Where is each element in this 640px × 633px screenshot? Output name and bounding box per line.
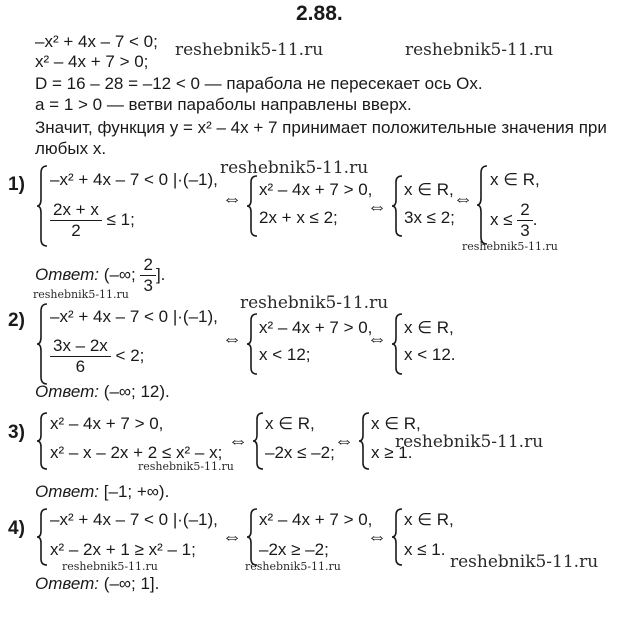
part-2-sys1-row1: –x² + 4x – 7 < 0 |·(–1), xyxy=(50,307,218,326)
part-1-label: 1) xyxy=(8,174,25,195)
part-4-answer: Ответ: (–∞; 1]. xyxy=(35,574,160,593)
brace xyxy=(358,412,370,470)
part-4-label: 4) xyxy=(8,518,25,539)
equiv-arrow: ⇔ xyxy=(222,188,242,210)
part-1-sys1-row1: –x² + 4x – 7 < 0 |·(–1), xyxy=(50,170,218,189)
brace xyxy=(246,313,258,375)
part-4-sys2-row1: x² – 4x + 7 > 0, xyxy=(259,510,373,529)
part-3-label: 3) xyxy=(8,422,25,443)
watermark: reshebnik5-11.ru xyxy=(240,293,389,313)
watermark: reshebnik5-11.ru xyxy=(462,240,558,253)
fraction: $\frac{2}{3}$ xyxy=(140,255,155,296)
brace xyxy=(391,508,403,566)
part-4-sys3-row1: x ∈ R, xyxy=(404,510,454,529)
problem-number: 2.88. xyxy=(296,2,343,25)
fraction: $\frac{2}{3}$ xyxy=(517,200,532,241)
part-3-sys1-row2: x² – x – 2x + 2 ≤ x² – x; xyxy=(50,443,223,462)
brace xyxy=(36,165,48,247)
part-2-answer: Ответ: (–∞; 12). xyxy=(35,382,170,401)
part-1-sys1-row2: $\frac{2x + x}{2}$ ≤ 1; xyxy=(50,200,135,241)
intro-line-3: D = 16 – 28 = –12 < 0 — парабола не пересекает ось Ox. xyxy=(35,74,483,93)
part-2-sys2-row1: x² – 4x + 7 > 0, xyxy=(259,318,373,337)
equiv-arrow: ⇔ xyxy=(367,526,387,548)
equiv-arrow: ⇔ xyxy=(222,328,242,350)
brace xyxy=(36,412,48,470)
intro-line-1: –x² + 4x – 7 < 0; xyxy=(35,32,158,51)
brace xyxy=(476,165,488,245)
watermark: reshebnik5-11.ru xyxy=(450,552,599,572)
part-2-sys3-row1: x ∈ R, xyxy=(404,318,454,337)
intro-line-2: x² – 4x + 7 > 0; xyxy=(35,52,149,71)
part-4-sys2-row2: –2x ≥ –2; xyxy=(259,540,329,559)
watermark: reshebnik5-11.ru xyxy=(62,560,158,573)
brace xyxy=(391,313,403,375)
part-2-sys3-row2: x < 12. xyxy=(404,345,456,364)
part-1-sys3-row1: x ∈ R, xyxy=(404,180,454,199)
brace xyxy=(252,412,264,470)
watermark: reshebnik5-11.ru xyxy=(33,288,129,301)
brace xyxy=(36,508,48,566)
watermark: reshebnik5-11.ru xyxy=(138,460,234,473)
part-1-answer: Ответ: (–∞; $\frac{2}{3}$ ]. xyxy=(35,255,166,295)
watermark: reshebnik5-11.ru xyxy=(245,560,341,573)
equiv-arrow: ⇔ xyxy=(453,188,473,210)
part-2-sys2-row2: x < 12; xyxy=(259,345,311,364)
part-3-sys2-row1: x ∈ R, xyxy=(265,414,315,433)
equiv-arrow: ⇔ xyxy=(334,430,354,452)
watermark: reshebnik5-11.ru xyxy=(405,40,554,60)
part-3-sys2-row2: –2x ≤ –2; xyxy=(265,443,335,462)
part-3-answer: Ответ: [–1; +∞). xyxy=(35,482,170,501)
equiv-arrow: ⇔ xyxy=(222,526,242,548)
fraction: $\frac{2x + x}{2}$ xyxy=(50,200,102,241)
brace xyxy=(246,175,258,237)
part-3-sys3-row2: x ≥ 1. xyxy=(371,443,413,462)
part-2-label: 2) xyxy=(8,310,25,331)
fraction: $\frac{3x - 2x}{6}$ xyxy=(50,336,111,377)
part-4-sys1-row1: –x² + 4x – 7 < 0 |·(–1), xyxy=(50,510,218,529)
part-1-sys4-row2: x ≤ $\frac{2}{3}$ . xyxy=(490,200,538,240)
intro-line-6: любых x. xyxy=(35,139,107,158)
watermark: reshebnik5-11.ru xyxy=(220,158,369,178)
part-2-sys1-row2: $\frac{3x - 2x}{6}$ < 2; xyxy=(50,336,144,377)
part-3-sys1-row1: x² – 4x + 7 > 0, xyxy=(50,414,164,433)
part-1-sys2-row2: 2x + x ≤ 2; xyxy=(259,208,338,227)
intro-line-4: a = 1 > 0 — ветви параболы направлены вверх. xyxy=(35,95,412,114)
brace xyxy=(36,303,48,385)
part-1-sys3-row2: 3x ≤ 2; xyxy=(404,208,455,227)
part-3-sys3-row1: x ∈ R, xyxy=(371,414,421,433)
brace xyxy=(391,175,403,237)
brace xyxy=(246,508,258,566)
watermark: reshebnik5-11.ru xyxy=(395,432,544,452)
part-1-sys2-row1: x² – 4x + 7 > 0, xyxy=(259,180,373,199)
equiv-arrow: ⇔ xyxy=(367,196,387,218)
equiv-arrow: ⇔ xyxy=(367,328,387,350)
intro-line-5: Значит, функция y = x² – 4x + 7 принимает положительные значения при xyxy=(35,118,607,137)
equiv-arrow: ⇔ xyxy=(228,430,248,452)
watermark: reshebnik5-11.ru xyxy=(175,40,324,60)
part-1-sys4-row1: x ∈ R, xyxy=(490,170,540,189)
part-4-sys1-row2: x² – 2x + 1 ≥ x² – 1; xyxy=(50,540,196,559)
part-4-sys3-row2: x ≤ 1. xyxy=(404,540,446,559)
